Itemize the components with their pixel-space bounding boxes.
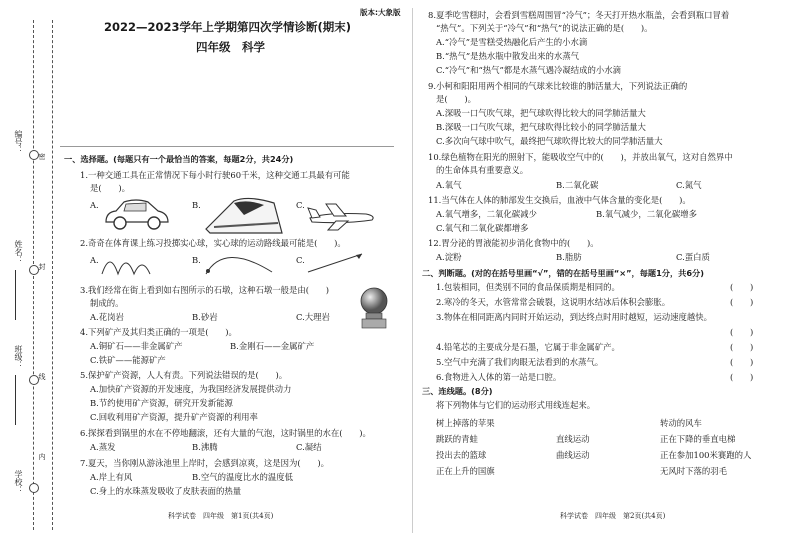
answer-blank[interactable]: ( ) (730, 357, 754, 367)
page-title: 2022—2023学年上学期第四次学情诊断(期末) (104, 20, 352, 34)
option-label: C. (296, 200, 305, 210)
match-right-item[interactable]: 正在参加100米赛跑的人 (660, 450, 752, 460)
option-label: C.回收利用矿产资源，提升矿产资源的利用率 (90, 412, 258, 422)
question-1-stem-cont: 是( )。 (90, 183, 131, 193)
option-label: A.加快矿产资源的开发速度，为我国经济发展提供动力 (90, 384, 292, 394)
option-label: B.金刚石——金属矿产 (230, 341, 315, 351)
match-middle-item[interactable]: 曲线运动 (556, 450, 590, 460)
edition-label: 版本:大象版 (360, 8, 401, 17)
judge-item: 3.物体在相同距离内同时开始运动，到达终点时用时越短，运动速度越快。 (436, 312, 712, 322)
binding-label-number: 编号： (14, 130, 23, 154)
inner-mark-1: 密 (38, 153, 46, 161)
option-label: A.岸上有风 (90, 472, 133, 482)
question-8-stem-cont: “热气”。下列关于“冷气”和“热气”的说法正确的是( )。 (436, 23, 653, 33)
answer-blank[interactable]: ( ) (730, 297, 754, 307)
option-label: B.沸腾 (192, 442, 218, 452)
option-label: B.空气的温度比水的温度低 (192, 472, 293, 482)
binding-hole (29, 483, 39, 493)
question-8-stem: 8.夏季吃雪糕时，会看到雪糕周围冒“冷气”；冬天打开热水瓶盖，会看到瓶口冒着 (428, 10, 730, 20)
option-label: B. (192, 255, 201, 265)
answer-blank[interactable]: ( ) (730, 327, 754, 337)
class-underline (15, 375, 16, 425)
binding-hole (29, 150, 39, 160)
option-label: B.脂肪 (556, 252, 582, 262)
arc-path-icon (204, 246, 274, 276)
footer-left: 科学试卷 四年级 第1页(共4页) (168, 512, 274, 520)
question-10-stem: 10.绿色植物在阳光的照射下，能吸收空气中的( )，并放出氧气，这对自然界中 (428, 152, 733, 162)
option-label: C.铁矿——能源矿产 (90, 355, 166, 365)
option-label: C.身上的水珠蒸发吸收了皮肤表面的热量 (90, 486, 242, 496)
judge-item: 1.包装相同，但类别不同的食品保质期是相同的。 (436, 282, 620, 292)
option-label: B. (192, 200, 201, 210)
answer-blank[interactable]: ( ) (730, 372, 754, 382)
question-9-stem-cont: 是( )。 (436, 94, 477, 104)
judge-item: 5.空气中充满了我们肉眼无法看到的水蒸气。 (436, 357, 604, 367)
binding-label-class: 班级： (14, 345, 23, 369)
question-12-stem: 12.胃分泌的胃液能初步消化食物中的( )。 (428, 238, 599, 248)
option-label: C.多次向气球中吹气，最终把气球吹得比较大的同学肺活量大 (436, 136, 663, 146)
option-label: B.“热气”是热水瓶中散发出来的水蒸气 (436, 51, 580, 61)
straight-path-icon (306, 250, 366, 274)
question-7-stem: 7.夏天，当你刚从游泳池里上岸时，会感到凉爽，这是因为( )。 (80, 458, 330, 468)
option-label: A. (90, 255, 99, 265)
option-label: C.大理岩 (296, 312, 330, 322)
airplane-icon (306, 202, 378, 232)
car-icon (102, 196, 172, 232)
match-left-item[interactable]: 跳跃的青蛙 (436, 434, 478, 444)
option-label: A.氧气 (436, 180, 462, 190)
option-label: A.花岗岩 (90, 312, 124, 322)
binding-line-inner (52, 20, 53, 530)
option-label: A. (90, 200, 99, 210)
binding-hole (29, 265, 39, 275)
option-label: B.节约使用矿产资源，研究开发新能源 (90, 398, 233, 408)
answer-blank[interactable]: ( ) (730, 342, 754, 352)
question-9-stem: 9.小柯和阳阳用两个相同的气球来比较谁的肺活量大，下列说法正确的 (428, 81, 688, 91)
question-5-stem: 5.保护矿产资源，人人有责。下列说法错误的是( )。 (80, 370, 288, 380)
option-label: A.铜矿石——非金属矿产 (90, 341, 183, 351)
option-label: A.蒸发 (90, 442, 116, 452)
option-label: A.“冷气”是雪糕受热融化后产生的小水滴 (436, 37, 588, 47)
match-left-item[interactable]: 树上掉落的苹果 (436, 418, 495, 428)
match-left-item[interactable]: 正在上升的国旗 (436, 466, 495, 476)
train-icon (204, 193, 284, 235)
name-underline (15, 270, 16, 320)
question-6-stem: 6.探探看到锅里的水在不停地翻滚，还有大量的气泡，这时锅里的水在( )。 (80, 428, 371, 438)
option-label: A.深吸一口气吹气球，把气球吹得比较大的同学肺活量大 (436, 108, 646, 118)
option-label: B.深吸一口气吹气球，把气球吹得比较小的同学肺活量大 (436, 122, 646, 132)
match-left-item[interactable]: 投出去的篮球 (436, 450, 487, 460)
judge-item: 4.铅笔芯的主要成分是石墨，它属于非金属矿产。 (436, 342, 620, 352)
option-label: C.“冷气”和“热气”都是水蒸气遇冷凝结成的小水滴 (436, 65, 622, 75)
match-right-item[interactable]: 无风时下落的羽毛 (660, 466, 727, 476)
section-heading-match: 三、连线题。(8分) (422, 386, 493, 396)
option-label: A.氧气增多，二氧化碳减少 (436, 209, 537, 219)
binding-label-name: 姓名： (14, 240, 23, 264)
option-label: C.凝结 (296, 442, 322, 452)
inner-mark-4: 内 (38, 453, 46, 461)
option-label: C. (296, 255, 305, 265)
inner-mark-2: 封 (38, 263, 46, 271)
section-heading-choice: 一、选择题。(每题只有一个最恰当的答案，每题2分，共24分) (64, 154, 294, 164)
question-1-stem: 1.一种交通工具在正常情况下每小时行驶60千米，这种交通工具最有可能 (80, 170, 350, 180)
bounce-path-icon (100, 248, 160, 276)
question-3-stem-cont: 制成的。 (90, 298, 124, 308)
page-divider (412, 8, 413, 533)
option-label: B.氧气减少，二氧化碳增多 (596, 209, 697, 219)
question-4-stem: 4.下列矿产及其归类正确的一项是( )。 (80, 327, 237, 337)
match-right-item[interactable]: 正在下降的垂直电梯 (660, 434, 736, 444)
option-label: C.氧气和二氧化碳都增多 (436, 223, 529, 233)
match-right-item[interactable]: 转动的风车 (660, 418, 702, 428)
binding-line-outer (33, 20, 34, 530)
question-11-stem: 11.当气体在人体的肺部发生交换后，血液中气体含量的变化是( )。 (428, 195, 691, 205)
judge-item: 2.寒冷的冬天，水管常常会破裂，这说明水结冰后体积会膨胀。 (436, 297, 671, 307)
binding-hole (29, 375, 39, 385)
question-3-stem: 3.我们经常在街上看到如右图所示的石墩，这种石墩一般是由( ) (80, 285, 330, 295)
option-label: C.氮气 (676, 180, 702, 190)
match-instruction: 将下列物体与它们的运动形式用线连起来。 (436, 400, 596, 410)
stone-pier-icon (358, 286, 390, 330)
page-subtitle: 四年级 科学 (196, 40, 265, 54)
option-label: B.二氧化碳 (556, 180, 599, 190)
question-10-stem-cont: 的生命体具有重要意义。 (436, 165, 529, 175)
question-2-stem: 2.奇奇在体育课上练习投掷实心球，实心球的运动路线最可能是( )。 (80, 238, 346, 248)
option-label: A.淀粉 (436, 252, 462, 262)
inner-mark-3: 线 (38, 373, 46, 381)
answer-blank[interactable]: ( ) (730, 282, 754, 292)
binding-label-school: 学校： (14, 470, 23, 494)
option-label: C.蛋白质 (676, 252, 710, 262)
footer-right: 科学试卷 四年级 第2页(共4页) (560, 512, 666, 520)
section-heading-judge: 二、判断题。(对的在括号里画“√”，错的在括号里画“×”，每题1分，共6分) (422, 268, 704, 278)
title-rule (60, 146, 394, 147)
judge-item: 6.食物进入人体的第一站是口腔。 (436, 372, 562, 382)
option-label: B.砂岩 (192, 312, 218, 322)
match-middle-item[interactable]: 直线运动 (556, 434, 590, 444)
